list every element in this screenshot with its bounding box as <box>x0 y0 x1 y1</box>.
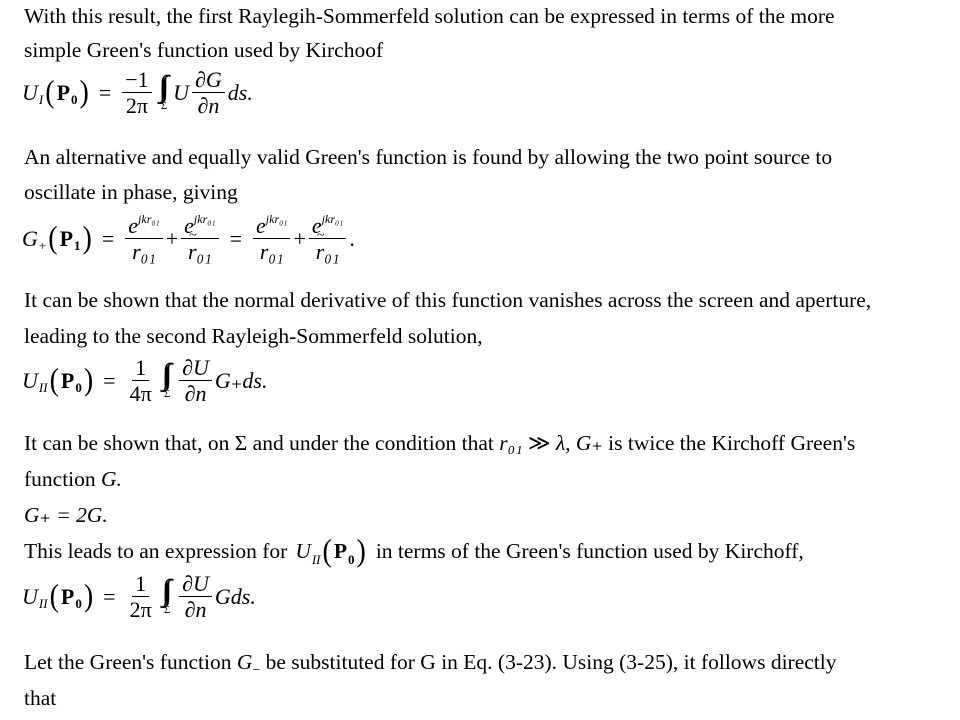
eq-symbol: P <box>60 583 75 609</box>
fraction <box>127 572 155 621</box>
denominator: 2π <box>125 93 149 119</box>
inline-symbol: r₀₁ <box>499 431 523 455</box>
eq-subscript: 1 <box>74 237 81 253</box>
eq-symbol: P <box>56 79 71 105</box>
eq-subscript: II <box>38 595 48 611</box>
eq-operator: = <box>103 583 116 609</box>
partial: ∂ <box>182 571 194 596</box>
text-line-5: It can be shown that the normal derivative of this function vanishes across the screen and aperture, <box>24 288 872 312</box>
eq-symbol: Gds. <box>214 583 256 609</box>
denominator: 2π <box>129 597 152 623</box>
text-line-6: leading to the second Rayleigh-Sommerfeld solution, <box>24 324 483 348</box>
numerator: 1 <box>132 356 149 381</box>
eq-subscript: 0 <box>75 595 82 611</box>
text-line-1: With this result, the first Raylegih-Sommerfeld solution can be expressed in terms of the more <box>24 4 835 28</box>
eq-symbol: U <box>193 571 209 596</box>
exponent: jkr₀₁ <box>321 212 344 226</box>
integral-sign: ∫∫ <box>161 573 167 607</box>
double-integral <box>158 69 169 113</box>
equation-kirchoff-green <box>22 572 256 621</box>
eq-paren: ) <box>83 362 94 398</box>
text-line-11 <box>24 650 837 678</box>
fraction <box>127 356 155 405</box>
numerator: 1 <box>132 572 149 597</box>
eq-operator: + <box>165 225 179 251</box>
fraction <box>309 214 346 263</box>
eq-symbol: U <box>193 355 209 380</box>
eq-punctuation: . <box>349 225 355 251</box>
eq-symbol: U <box>22 367 38 393</box>
eq-subscript: 0 <box>347 551 355 567</box>
eq-symbol: e <box>184 213 194 238</box>
eq-paren: ( <box>49 362 59 398</box>
eq-symbol: e <box>311 213 322 238</box>
inline-equation: G₊ = 2G. <box>24 503 108 527</box>
integral-sign: ∫∫ <box>161 357 167 391</box>
eq-symbol: r₀₁ <box>132 239 156 265</box>
exponent: jkr₀₁ <box>193 212 216 226</box>
eq-symbol: U <box>22 583 38 609</box>
equation-second-rs-solution <box>22 356 267 405</box>
eq-paren: ( <box>322 533 332 570</box>
eq-operator: = <box>229 225 243 251</box>
eq-symbol: P <box>60 367 75 393</box>
inline-symbol: G <box>236 650 253 674</box>
eq-paren: ( <box>48 220 58 256</box>
double-integral <box>161 573 172 617</box>
eq-paren: ) <box>82 220 92 256</box>
eq-symbol: P <box>59 225 74 251</box>
eq-subscript: II <box>38 379 48 395</box>
eq-symbol: G₊ds. <box>214 367 268 393</box>
integral-sign: ∫∫ <box>158 69 164 103</box>
text-line-10 <box>24 533 804 570</box>
eq-paren: ( <box>45 74 55 110</box>
partial: ∂ <box>184 381 196 407</box>
text-fragment: in terms of the Green's function used by Kirchoff, <box>375 539 804 564</box>
text-line-12: that <box>24 686 57 710</box>
inline-symbol: G. <box>101 467 122 491</box>
eq-symbol: ~ r₀₁ <box>188 240 212 263</box>
eq-symbol: e <box>128 213 139 238</box>
inline-symbol: λ, G₊ <box>555 431 603 455</box>
text-line-9 <box>24 505 108 527</box>
partial: ∂ <box>182 355 194 380</box>
eq-symbol: G <box>22 225 38 251</box>
eq-subscript: II <box>311 551 321 567</box>
eq-symbol: ~ r₀₁ <box>316 240 340 263</box>
eq-paren: ) <box>83 578 94 614</box>
equation-first-rs-solution <box>22 68 253 117</box>
fraction <box>179 356 212 405</box>
partial: ∂ <box>195 67 206 92</box>
double-integral <box>161 357 172 401</box>
eq-symbol: U <box>295 539 311 564</box>
fraction <box>179 572 212 621</box>
text-line-8 <box>24 469 122 491</box>
eq-symbol: P <box>333 539 347 564</box>
inline-subscript: − <box>252 663 261 678</box>
eq-symbol: U <box>173 79 190 105</box>
eq-operator: = <box>98 79 112 105</box>
fraction <box>181 214 218 263</box>
eq-paren: ) <box>79 74 89 110</box>
fraction <box>253 214 290 263</box>
partial: ∂ <box>184 597 196 623</box>
eq-symbol: r₀₁ <box>259 239 284 265</box>
eq-paren: ) <box>356 533 366 570</box>
text-line-4: oscillate in phase, giving <box>24 180 238 204</box>
text-fragment: be substituted for G in Eq. (3-23). Using (3-25), it follows directly <box>265 650 837 674</box>
text-line-2: simple Green's function used by Kirchoof <box>24 38 384 62</box>
text-fragment: is twice the Kirchoff Green's <box>608 431 856 455</box>
eq-symbol: U <box>22 79 38 105</box>
integral-limit: Σ <box>163 388 171 401</box>
text-fragment: It can be shown that, on Σ and under the condition that <box>24 431 494 455</box>
text-line-7 <box>24 433 855 455</box>
denominator: 4π <box>129 381 152 407</box>
eq-subscript: 0 <box>75 379 82 395</box>
inline-symbol: ≫ <box>527 431 551 455</box>
eq-symbol: ds. <box>227 79 253 105</box>
eq-operator: = <box>101 225 115 251</box>
text-fragment: This leads to an expression for <box>24 539 288 564</box>
equation-green-function-plus <box>22 214 355 263</box>
eq-symbol: n <box>195 597 207 623</box>
eq-symbol: e <box>256 213 266 238</box>
text-line-3: An alternative and equally valid Green's function is found by allowing the two point source to <box>24 145 833 169</box>
eq-subscript: + <box>38 237 47 253</box>
eq-symbol: n <box>195 381 207 407</box>
eq-paren: ( <box>49 578 59 614</box>
eq-operator: = <box>103 367 116 393</box>
numerator: −1 <box>122 68 151 93</box>
eq-subscript: 0 <box>71 91 78 107</box>
partial: ∂ <box>197 93 209 119</box>
text-fragment: Let the Green's function <box>24 650 232 674</box>
eq-subscript: I <box>38 91 44 107</box>
eq-operator: + <box>293 225 306 251</box>
fraction <box>192 68 225 117</box>
exponent: jkr₀₁ <box>138 212 160 226</box>
exponent: jkr₀₁ <box>265 212 288 226</box>
eq-symbol: n <box>208 93 220 119</box>
eq-symbol: G <box>205 67 222 92</box>
fraction <box>122 68 151 117</box>
integral-limit: Σ <box>160 100 168 113</box>
text-fragment: function <box>24 467 96 491</box>
integral-limit: Σ <box>163 604 171 617</box>
fraction <box>125 214 162 263</box>
